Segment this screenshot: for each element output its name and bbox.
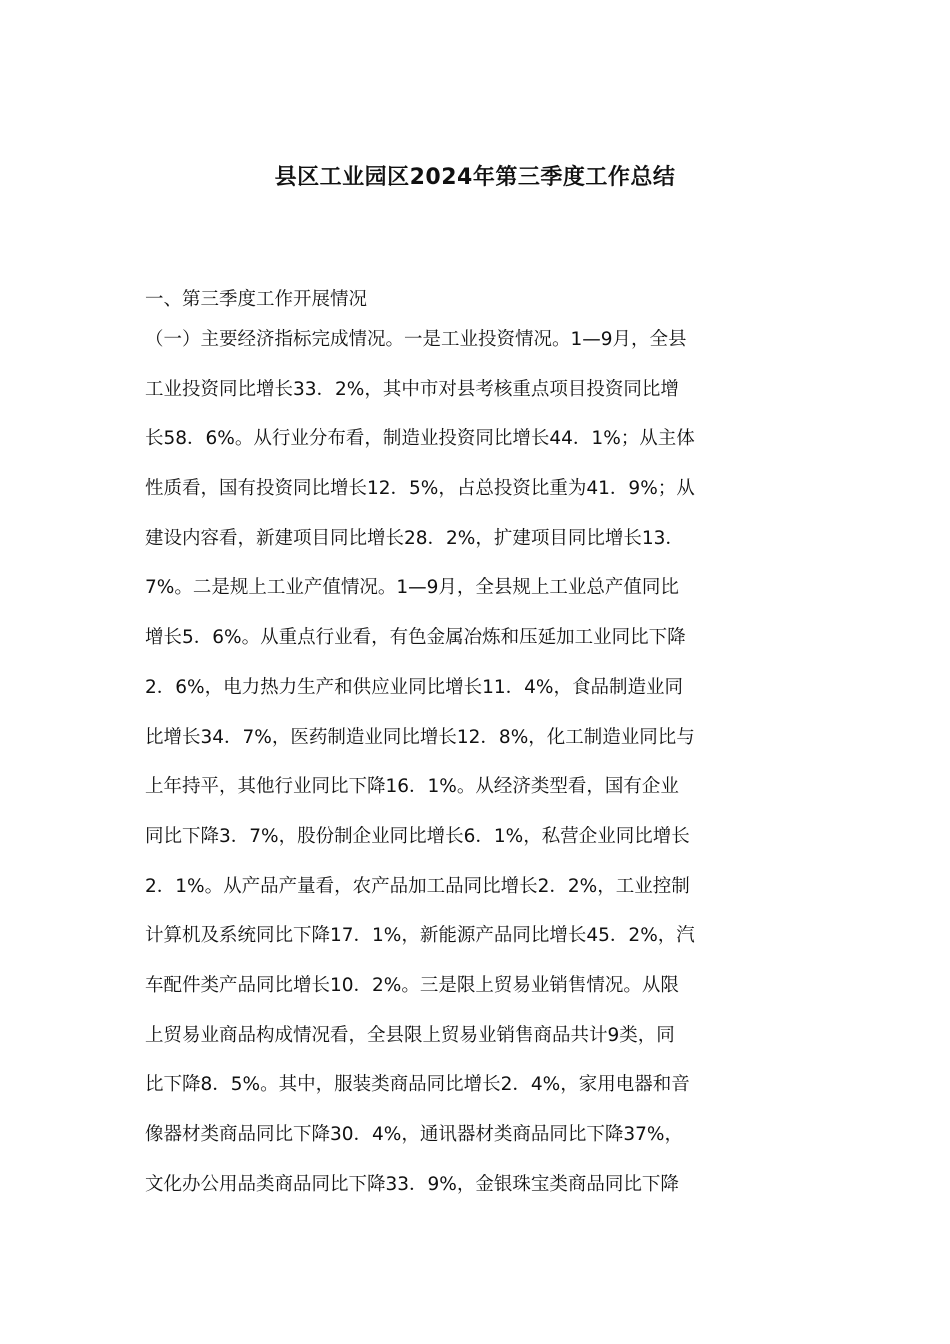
- paragraph-line: 长58．6%。从行业分布看，制造业投资同比增长44．1%；从主体: [145, 428, 695, 450]
- paragraph-line: 比增长34．7%，医药制造业同比增长12．8%，化工制造业同比与: [145, 726, 695, 748]
- paragraph-line: 2．6%，电力热力生产和供应业同比增长11．4%，食品制造业同: [145, 676, 684, 698]
- paragraph-line: 工业投资同比增长33．2%，其中市对县考核重点项目投资同比增: [145, 378, 679, 400]
- paragraph-line: 文化办公用品类商品同比下降33．9%，金银珠宝类商品同比下降: [145, 1173, 679, 1195]
- document-body: [145, 285, 815, 1209]
- paragraph-line: 像器材类商品同比下降30．4%，通讯器材类商品同比下降37%，: [145, 1124, 684, 1145]
- paragraph-line: 增长5．6%。从重点行业看，有色金属冶炼和压延加工业同比下降: [145, 627, 686, 649]
- paragraph-line: （一）主要经济指标完成情况。一是工业投资情况。1—9月，全县: [145, 329, 687, 350]
- paragraph-line: 性质看，国有投资同比增长12．5%，占总投资比重为41．9%；从: [145, 478, 695, 500]
- document-title: 县区工业园区2024年第三季度工作总结: [274, 165, 676, 190]
- paragraph-line: 比下降8．5%。其中，服装类商品同比增长2．4%，家用电器和音: [145, 1074, 690, 1096]
- paragraph-line: 上贸易业商品构成情况看，全县限上贸易业销售商品共计9类，同: [145, 1024, 675, 1046]
- paragraph-line: 车配件类产品同比增长10．2%。三是限上贸易业销售情况。从限: [145, 974, 679, 996]
- paragraph-line: 7%。二是规上工业产值情况。1—9月，全县规上工业总产值同比: [145, 577, 679, 599]
- section-heading: 一、第三季度工作开展情况: [145, 289, 368, 310]
- paragraph-line: 2．1%。从产品产量看，农产品加工品同比增长2．2%，工业控制: [145, 875, 690, 897]
- paragraph-line: 上年持平，其他行业同比下降16．1%。从经济类型看，国有企业: [145, 776, 679, 798]
- paragraph-line: 计算机及系统同比下降17．1%，新能源产品同比增长45．2%，汽: [145, 925, 695, 947]
- paragraph-line: 建设内容看，新建项目同比增长28．2%，扩建项目同比增长13．: [145, 527, 684, 549]
- paragraph-line: 同比下降3．7%，股份制企业同比增长6．1%，私营企业同比增长: [145, 825, 690, 847]
